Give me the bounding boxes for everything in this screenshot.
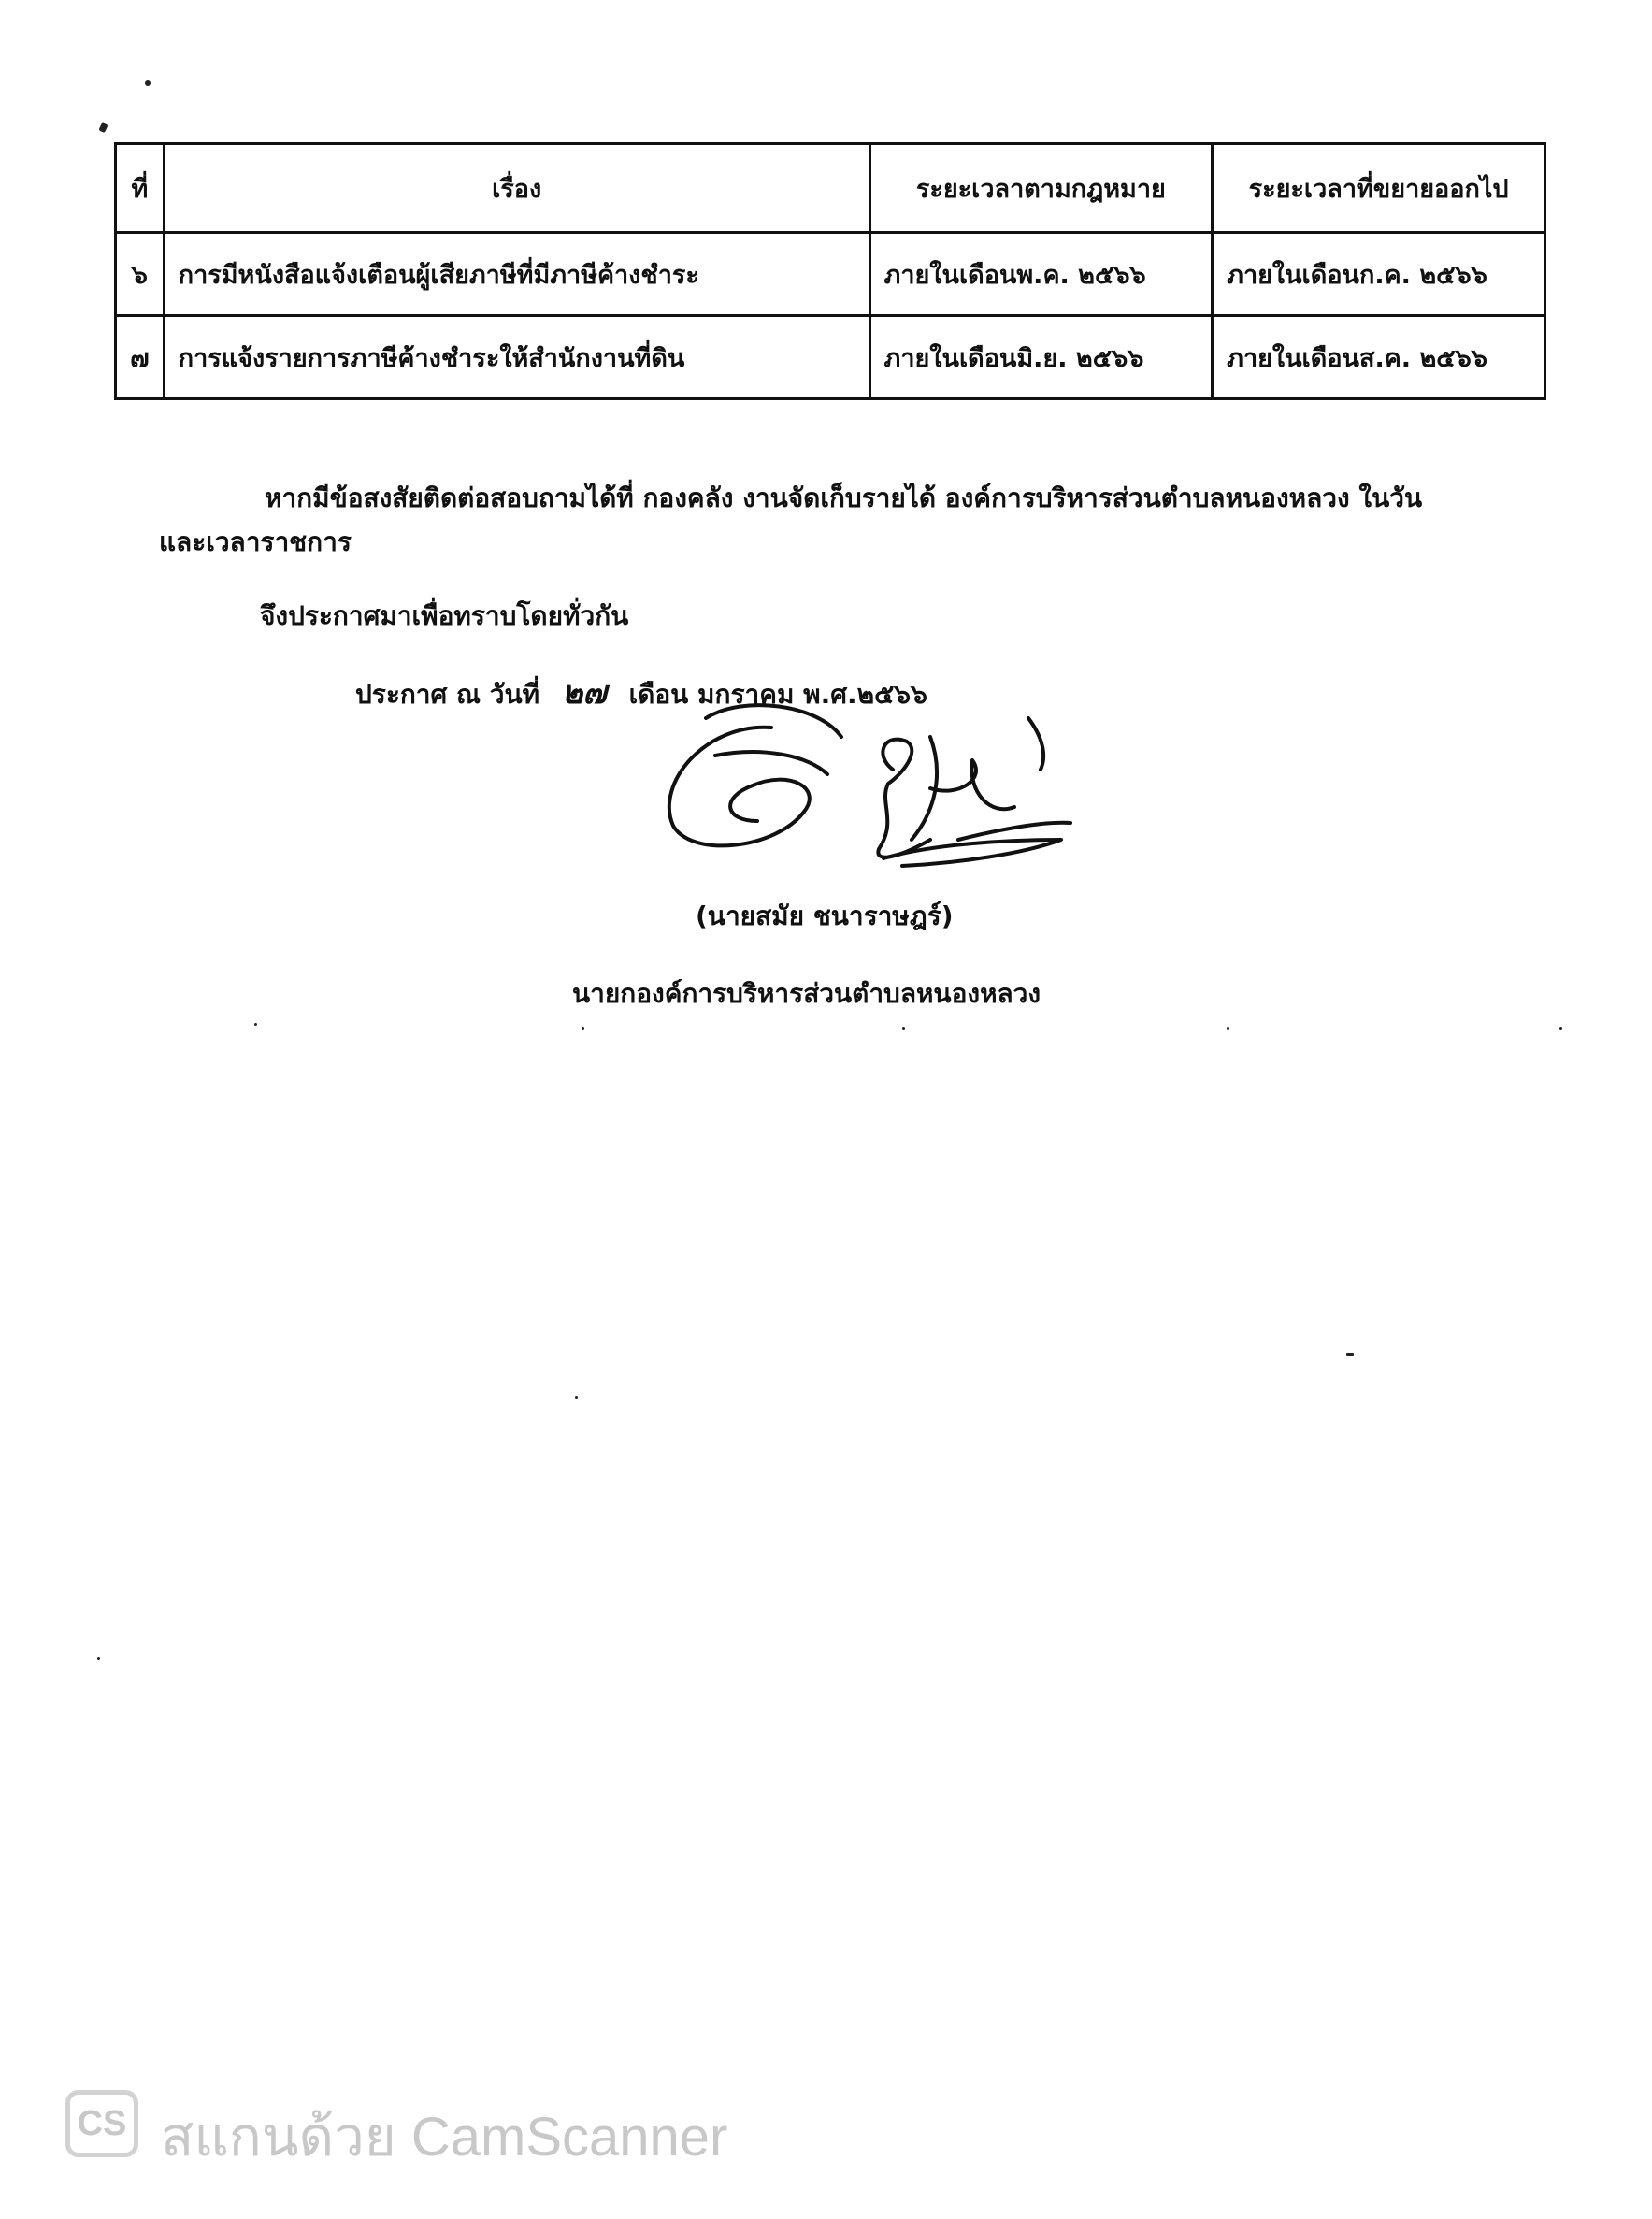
scan-speck xyxy=(98,122,108,133)
scan-speck xyxy=(582,1027,584,1030)
row-extended-period: ภายในเดือนส.ค. ๒๕๖๖ xyxy=(1213,316,1545,399)
scan-speck xyxy=(145,80,151,86)
table-row xyxy=(116,316,1545,399)
signatory-name: (นายสมัย ชนาราษฎร์) xyxy=(696,901,954,931)
table-header-row xyxy=(116,144,1545,233)
camscanner-watermark: สแกนด้วย CamScanner xyxy=(161,2107,728,2168)
scan-speck xyxy=(254,1023,257,1026)
camscanner-logo-icon: CS xyxy=(65,2090,138,2157)
header-no: ที่ xyxy=(116,144,165,233)
row-extended-period: ภายในเดือนก.ค. ๒๕๖๖ xyxy=(1213,233,1545,316)
row-no: ๖ xyxy=(116,233,165,316)
scan-speck xyxy=(902,1027,905,1030)
row-subject: การมีหนังสือแจ้งเตือนผู้เสียภาษีที่มีภาษีค้างชำระ xyxy=(164,233,869,316)
signature-image xyxy=(650,699,1080,877)
signatory-position: นายกองค์การบริหารส่วนตำบลหนองหลวง xyxy=(572,978,1041,1009)
scan-speck xyxy=(97,1657,100,1660)
announcement-day: ๒๗ xyxy=(561,674,607,712)
closing-statement: จึงประกาศมาเพื่อทราบโดยทั่วกัน xyxy=(260,600,629,631)
row-no: ๗ xyxy=(116,316,165,399)
row-legal-period: ภายในเดือนพ.ค. ๒๕๖๖ xyxy=(869,233,1213,316)
header-subject: เรื่อง xyxy=(164,144,869,233)
row-legal-period: ภายในเดือนมิ.ย. ๒๕๖๖ xyxy=(869,316,1213,399)
announcement-month-year: เดือน มกราคม พ.ศ.๒๕๖๖ xyxy=(628,679,927,710)
header-legal-period: ระยะเวลาตามกฎหมาย xyxy=(869,144,1213,233)
contact-line-2: และเวลาราชการ xyxy=(159,526,352,557)
row-subject: การแจ้งรายการภาษีค้างชำระให้สำนักงานที่ดิน xyxy=(164,316,869,399)
scan-speck xyxy=(1559,1027,1562,1030)
scan-speck xyxy=(575,1396,578,1399)
header-extended-period: ระยะเวลาที่ขยายออกไป xyxy=(1213,144,1545,233)
contact-line-1: หากมีข้อสงสัยติดต่อสอบถามได้ที่ กองคลัง งานจัดเก็บรายได้ องค์การบริหารส่วนตำบลหนองหลวง ในวัน xyxy=(265,483,1423,513)
scan-speck xyxy=(1346,1353,1354,1356)
deadline-table xyxy=(114,142,1546,400)
table-row xyxy=(116,233,1545,316)
scan-speck xyxy=(1227,1027,1229,1030)
announcement-prefix: ประกาศ ณ วันที่ xyxy=(355,679,540,710)
